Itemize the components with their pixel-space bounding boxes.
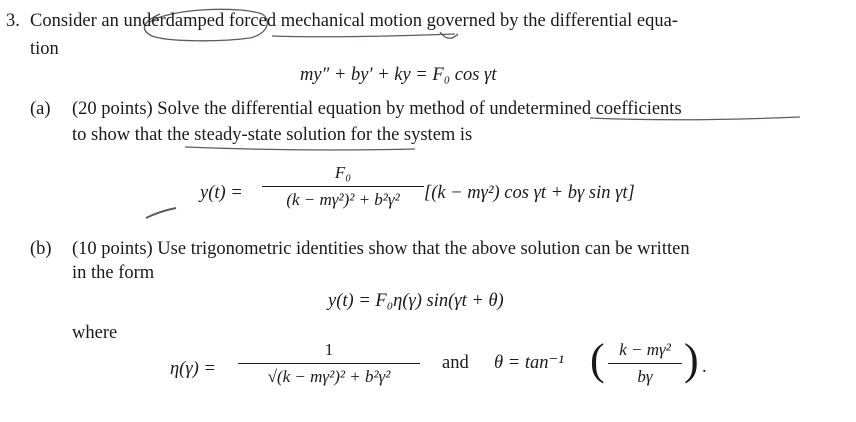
amplitude-phase-form: y(t) = F₀η(γ) sin(γt + θ) [328, 291, 504, 311]
steady-state-fraction-bar [262, 186, 424, 187]
part-a-label: (a) [30, 99, 51, 119]
eta-fraction-bar [238, 363, 420, 364]
problem-number: 3. [6, 11, 20, 31]
end-period: . [702, 357, 707, 377]
part-b-text-line-1: (10 points) Use trigonometric identities show that the above solution can be written [72, 239, 690, 259]
right-paren: ) [684, 335, 699, 384]
theta-lhs: θ = tan⁻¹ [494, 353, 564, 373]
steady-state-lhs: y(t) = [200, 183, 243, 203]
and-label: and [442, 353, 469, 373]
part-a-text-line-1: (20 points) Solve the differential equation by method of undetermined coefficients [72, 99, 682, 119]
steady-state-rhs: [(k − mγ²) cos γt + bγ sin γt] [424, 183, 635, 203]
steady-state-denominator: (k − mγ²)² + b²γ² [286, 190, 400, 209]
where-label: where [72, 323, 118, 343]
problem-intro-line-2: tion [30, 39, 59, 59]
part-a-text-line-2: to show that the steady-state solution for the system is [72, 125, 473, 145]
eta-denominator: √(k − mγ²)² + b²γ² [267, 367, 391, 386]
underline-mark-system [185, 147, 415, 150]
left-paren: ( [590, 335, 605, 384]
underline-mark [272, 34, 455, 37]
eta-numerator: 1 [324, 340, 334, 359]
eta-lhs: η(γ) = [170, 359, 216, 379]
squiggle-mark [440, 32, 458, 38]
theta-denominator: bγ [637, 367, 653, 386]
dash-mark [146, 208, 176, 218]
part-b-text-line-2: in the form [72, 263, 155, 283]
problem-intro-line-1: Consider an underdamped forced mechanical motion governed by the differential equa- [30, 11, 678, 31]
differential-equation: my″ + by′ + ky = F₀ cos γt [300, 65, 497, 85]
part-b-label: (b) [30, 239, 52, 259]
theta-fraction-bar [608, 363, 682, 364]
theta-numerator: k − mγ² [619, 340, 671, 359]
steady-state-numerator: F₀ [334, 163, 352, 182]
